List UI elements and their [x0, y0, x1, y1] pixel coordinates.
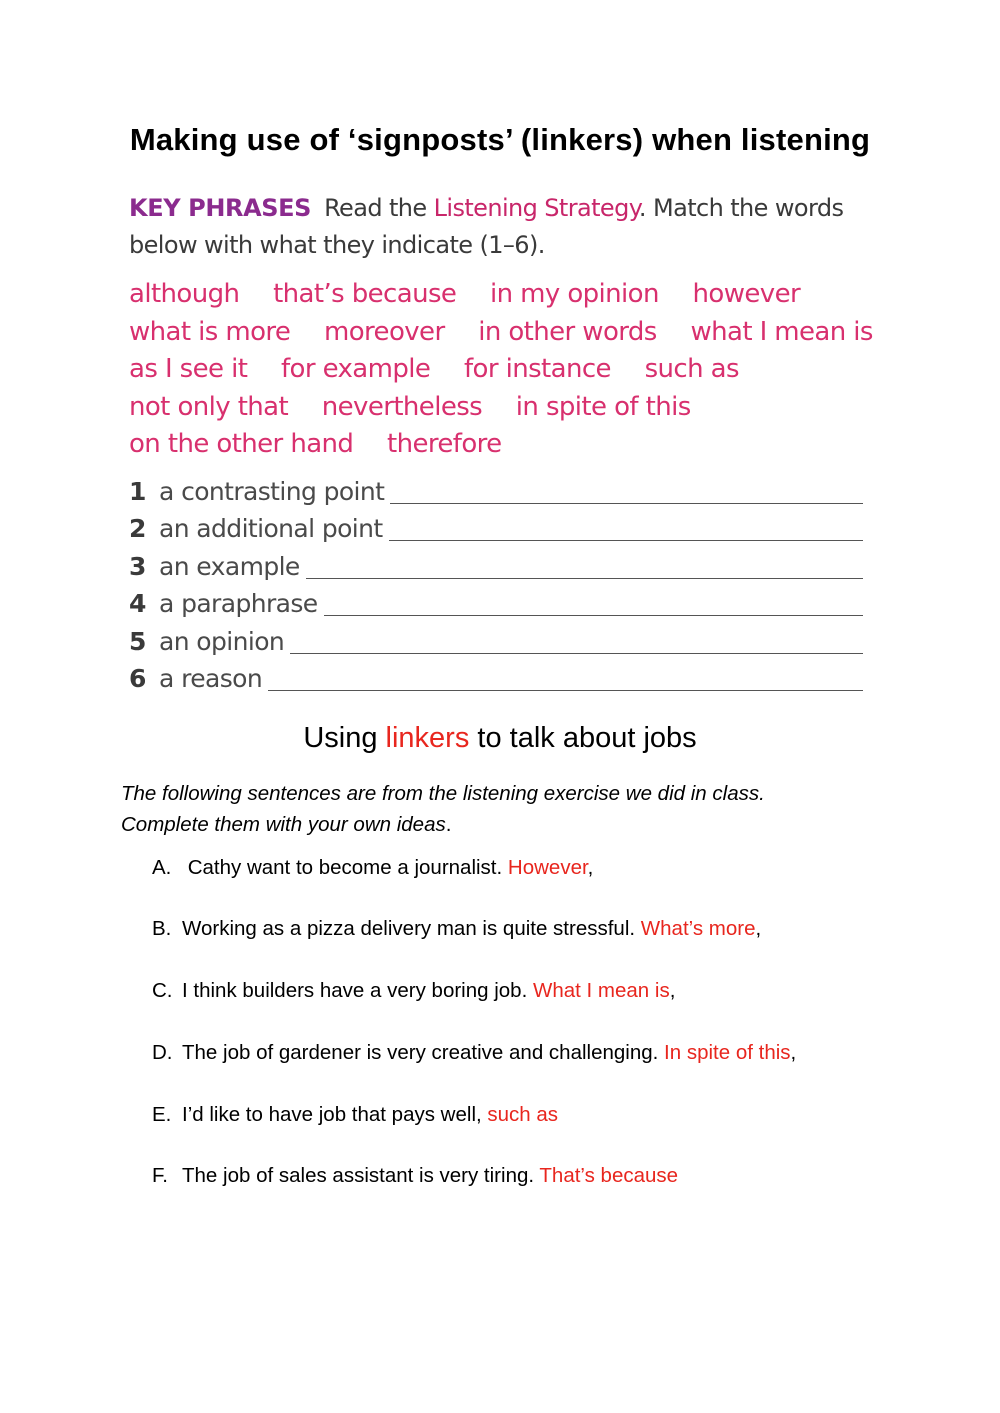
answer-line[interactable] [390, 503, 863, 504]
match-label: a paraphrase [159, 589, 318, 618]
phrase-row [129, 279, 826, 309]
match-item [129, 663, 863, 693]
phrase: in my opinion [489, 279, 659, 309]
sentence-item [152, 917, 761, 941]
phrase: that’s because [273, 279, 457, 309]
phrase: nevertheless [321, 392, 483, 422]
sentence-letter: E. [152, 1103, 172, 1126]
match-label: a contrasting point [159, 477, 385, 506]
phrase: for example [280, 354, 431, 384]
sentence-letter: A. [152, 856, 172, 879]
sentence-tail: , [755, 917, 762, 940]
section-title-linkers: linkers [385, 722, 470, 754]
instruction-text-before: Read the [324, 194, 427, 222]
sentence-linker: What I mean is [532, 979, 670, 1002]
page-title: Making use of ‘signposts’ (linkers) when listening [129, 122, 871, 157]
phrase: not only that [129, 392, 289, 422]
section-title [0, 722, 1000, 755]
phrase: moreover [324, 317, 445, 347]
answer-line[interactable] [324, 615, 863, 616]
phrase: in spite of this [515, 392, 691, 422]
phrase: such as [644, 354, 739, 384]
sentence-linker: That’s because [539, 1164, 679, 1187]
match-number: 2 [129, 514, 146, 543]
key-phrases-instruction [129, 190, 849, 264]
section-title-after: to talk about jobs [477, 722, 697, 754]
sentence-text: Cathy want to become a journalist. [182, 856, 503, 879]
match-number: 6 [129, 664, 146, 693]
match-item [129, 626, 863, 656]
match-item [129, 551, 863, 581]
sentence-item [152, 1103, 558, 1127]
match-number: 3 [129, 552, 146, 581]
answer-line[interactable] [290, 653, 863, 654]
match-item [129, 588, 863, 618]
sentence-item [152, 1041, 796, 1065]
match-number: 1 [129, 477, 146, 506]
match-label: an additional point [159, 514, 383, 543]
answer-line[interactable] [389, 540, 863, 541]
sentence-linker: However [507, 856, 588, 879]
phrase: however [692, 279, 801, 309]
sentence-linker: In spite of this [664, 1041, 791, 1064]
phrase: what I mean is [690, 317, 873, 347]
sentence-text: The job of sales assistant is very tiring. [182, 1164, 535, 1187]
sentence-text: I’d like to have job that pays well, [182, 1103, 482, 1126]
phrase: therefore [386, 429, 502, 459]
key-phrases-label: KEY PHRASES [129, 194, 312, 222]
sentence-linker: such as [487, 1103, 559, 1126]
sentence-tail: , [669, 979, 676, 1002]
sentence-letter: C. [152, 979, 173, 1002]
match-number: 5 [129, 627, 146, 656]
sentence-item [152, 1164, 678, 1188]
section-title-before: Using [303, 722, 378, 754]
sentence-text: I think builders have a very boring job. [182, 979, 528, 1002]
intro-period: . [445, 813, 452, 836]
instruction-text-after: . Match the words below with what they indicate (1–6). [129, 194, 844, 259]
match-item [129, 476, 863, 506]
sentence-tail: , [587, 856, 594, 879]
sentence-letter: F. [152, 1164, 168, 1187]
phrase: although [129, 279, 240, 309]
phrase-row [129, 392, 717, 422]
sentence-text: The job of gardener is very creative and challenging. [182, 1041, 659, 1064]
match-label: an opinion [159, 627, 285, 656]
sentence-linker: What’s more [640, 917, 756, 940]
match-label: a reason [159, 664, 263, 693]
sentence-letter: D. [152, 1041, 173, 1064]
answer-line[interactable] [268, 690, 863, 691]
phrase-row [129, 429, 528, 459]
intro-text [121, 778, 881, 840]
match-number: 4 [129, 589, 146, 618]
sentence-letter: B. [152, 917, 172, 940]
match-item [129, 513, 863, 543]
intro-line-2: Complete them with your own ideas [121, 813, 446, 836]
phrase: in other words [478, 317, 657, 347]
sentence-tail: , [790, 1041, 797, 1064]
phrase: what is more [129, 317, 291, 347]
sentence-text: Working as a pizza delivery man is quite stressful. [182, 917, 636, 940]
phrase: on the other hand [129, 429, 354, 459]
phrase-row [129, 317, 899, 347]
sentence-item [152, 856, 593, 880]
phrase-row [129, 354, 765, 384]
match-label: an example [159, 552, 300, 581]
phrase: as I see it [129, 354, 248, 384]
answer-line[interactable] [306, 578, 863, 579]
intro-line-1: The following sentences are from the listening exercise we did in class. [121, 782, 765, 805]
sentence-item [152, 979, 675, 1003]
listening-strategy-link: Listening Strategy [433, 194, 639, 222]
phrase: for instance [463, 354, 611, 384]
